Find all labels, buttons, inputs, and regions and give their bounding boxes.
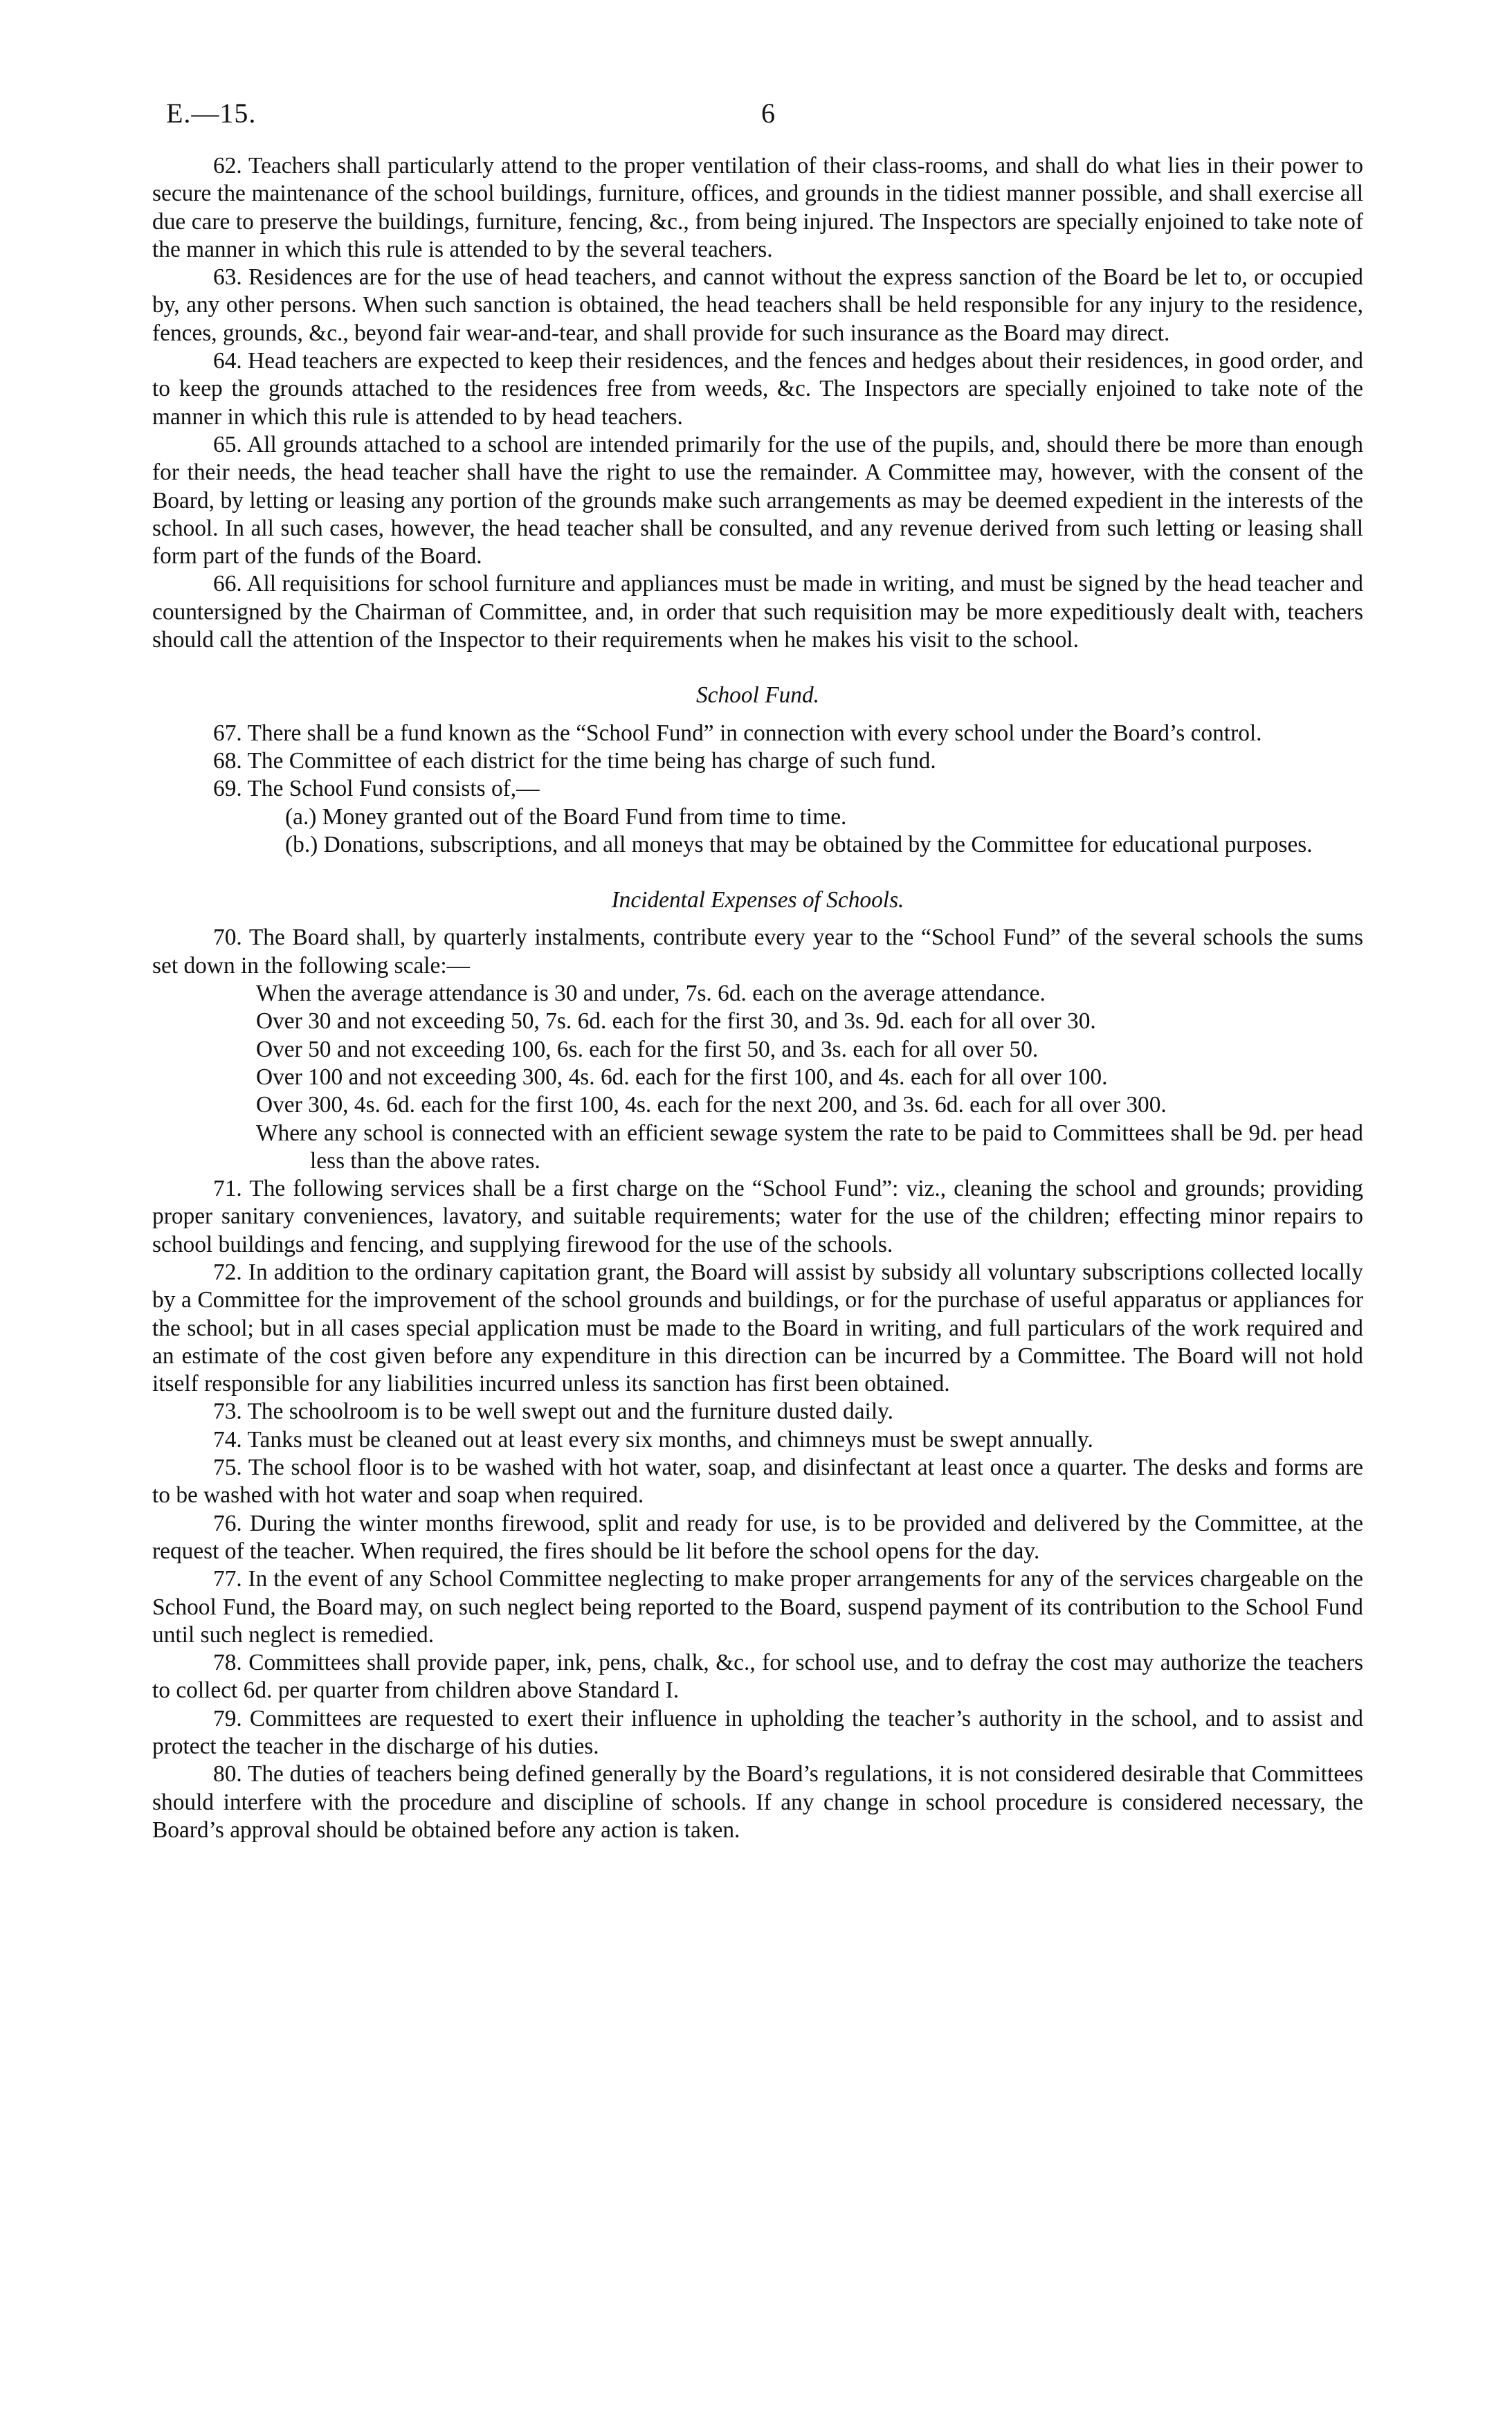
scale-line-1: When the average attendance is 30 and under, 7s. 6d. each on the average attendance. [256, 981, 1046, 1007]
school-fund-heading: School Fund. [695, 682, 820, 709]
paragraph-62: 62. Teachers shall particularly attend to the proper ventilation of their class-rooms, and shall do what lies in their power to secure the maintenance of the school buildings, furniture, offices, and grounds in the tidiest manner possible, and shall exercise all due care to preserve the buildings, furniture, fencing, &c., from being injured. The Inspectors are specially enjoined to take note of the manner in which this rule is attended to by the several teachers. [152, 153, 1363, 262]
paragraph-72: 72. In addition to the ordinary capitation grant, the Board will assist by subsidy all voluntary subscriptions collected locally by a Committee for the improvement of the school grounds and buildings, or for the purchase of useful apparatus or appliances for the school; but in all cases special application must be made to the Board in writing, and full particulars of the work required and an estimate of the cost given before any expenditure in this direction can be incurred by a Committee. The Board will not hold itself responsible for any liabilities incurred unless its sanction has first been obtained. [152, 1259, 1363, 1397]
paragraph-78: 78. Committees shall provide paper, ink, pens, chalk, &c., for school use, and to defray the cost may authorize the teachers to collect 6d. per quarter from children above Standard I. [152, 1650, 1363, 1704]
incidental-expenses-section [152, 886, 1363, 1844]
scale-line-6: Where any school is connected with an efficient sewage system the rate to be paid to Committees shall be 9d. per head less than the above rates. [256, 1120, 1363, 1174]
paragraph-76: 76. During the winter months firewood, split and ready for use, is to be provided and delivered by the Committee, at the request of the teacher. When required, the fires should be lit before the school opens for the day. [152, 1510, 1363, 1564]
incidental-expenses-heading: Incidental Expenses of Schools. [611, 887, 904, 913]
paragraph-73: 73. The schoolroom is to be well swept out and the furniture dusted daily. [213, 1399, 893, 1425]
document-reference: E.—15. [166, 98, 257, 129]
paragraph-71: 71. The following services shall be a first charge on the “School Fund”: viz., cleaning the school and grounds; providing proper sanitary conveniences, lavatory, and suitable requirements; water for the use of the children; effecting minor repairs to school buildings and fencing, and supplying firewood for the use of the schools. [152, 1176, 1363, 1257]
scale-line-2: Over 30 and not exceeding 50, 7s. 6d. each for the first 30, and 3s. 9d. each for all over 30. [256, 1008, 1096, 1035]
page-number: 6 [761, 98, 775, 129]
paragraph-66: 66. All requisitions for school furniture and appliances must be made in writing, and must be signed by the head teacher and countersigned by the Chairman of Committee, and, in order that such requisition may be more expeditiously dealt with, teachers should call the attention of the Inspector to their requirements when he makes his visit to the school. [152, 571, 1363, 653]
scale-line-3: Over 50 and not exceeding 100, 6s. each for the first 50, and 3s. each for all over 50. [256, 1036, 1039, 1062]
regulations-62-66 [152, 152, 1363, 654]
paragraph-67: 67. There shall be a fund known as the “School Fund” in connection with every school under the Board’s control. [213, 720, 1262, 746]
paragraph-74: 74. Tanks must be cleaned out at least every six months, and chimneys must be swept annually. [213, 1426, 1093, 1453]
paragraph-70: 70. The Board shall, by quarterly instalments, contribute every year to the “School Fund” of the several schools the sums set down in the following scale:— [152, 925, 1363, 979]
scale-line-4: Over 100 and not exceeding 300, 4s. 6d. each for the first 100, and 4s. each for all over 100. [256, 1064, 1108, 1090]
paragraph-64: 64. Head teachers are expected to keep their residences, and the fences and hedges about their residences, in good order, and to keep the grounds attached to the residences free from weeds, &c. The Inspectors are specially enjoined to take note of the manner in which this rule is attended to by head teachers. [152, 348, 1363, 430]
fund-item-a: (a.) Money granted out of the Board Fund from time to time. [285, 803, 847, 830]
paragraph-75: 75. The school floor is to be washed with hot water, soap, and disinfectant at least once a quarter. The desks and forms are to be washed with hot water and soap when required. [152, 1455, 1363, 1509]
paragraph-69: 69. The School Fund consists of,— [213, 776, 540, 802]
paragraph-63: 63. Residences are for the use of head teachers, and cannot without the express sanction of the Board be let to, or occupied by, any other persons. When such sanction is obtained, the head teachers shall be held responsible for any injury to the residence, fences, grounds, &c., beyond fair wear-and-tear, and shall provide for such insurance as the Board may direct. [152, 264, 1363, 346]
paragraph-68: 68. The Committee of each district for the time being has charge of such fund. [213, 747, 936, 774]
paragraph-65: 65. All grounds attached to a school are intended primarily for the use of the pupils, and, should there be more than enough for their needs, the head teacher shall have the right to use the remainder. A Committee may, however, with the consent of the Board, by letting or leasing any portion of the grounds make such arrangements as may be deemed expedient in the interests of the school. In all such cases, however, the head teacher shall be consulted, and any revenue derived from such letting or leasing shall form part of the funds of the Board. [152, 431, 1363, 570]
scale-line-5: Over 300, 4s. 6d. each for the first 100, 4s. each for the next 200, and 3s. 6d. each for all over 300. [256, 1092, 1167, 1118]
fund-item-b: (b.) Donations, subscriptions, and all moneys that may be obtained by the Committee for educational purposes. [285, 831, 1313, 857]
school-fund-section [152, 682, 1363, 859]
paragraph-79: 79. Committees are requested to exert their influence in upholding the teacher’s authority in the school, and to assist and protect the teacher in the discharge of his duties. [152, 1705, 1363, 1760]
page-header [152, 97, 1363, 152]
paragraph-80: 80. The duties of teachers being defined generally by the Board’s regulations, it is not considered desirable that Committees should interfere with the procedure and discipline of schools. If any change in school procedure is considered necessary, the Board’s approval should be obtained before any action is taken. [152, 1761, 1363, 1843]
paragraph-77: 77. In the event of any School Committee neglecting to make proper arrangements for any of the services chargeable on the School Fund, the Board may, on such neglect being reported to the Board, suspend payment of its contribution to the School Fund until such neglect is remedied. [152, 1566, 1363, 1648]
